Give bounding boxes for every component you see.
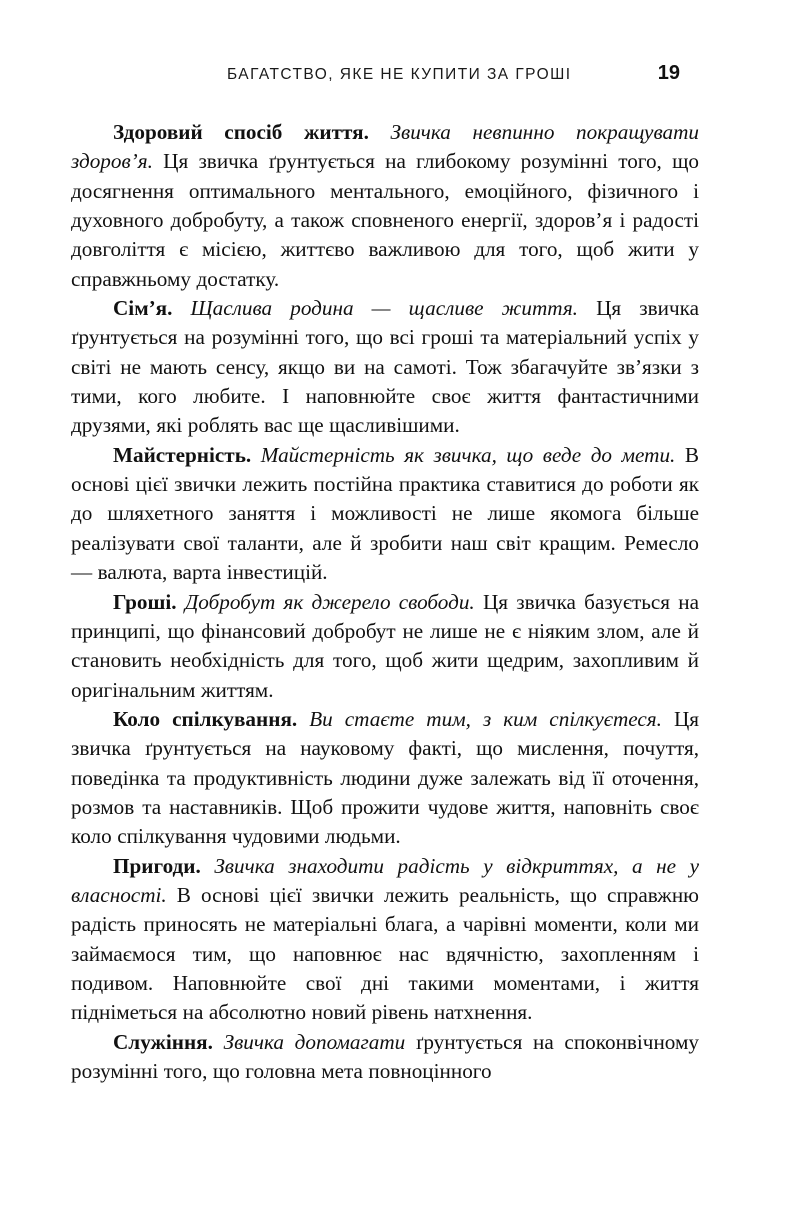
running-head-title: БАГАТСТВО, ЯКЕ НЕ КУПИТИ ЗА ГРОШІ [227, 66, 572, 83]
paragraph-lead-in: Гроші. [113, 589, 177, 614]
running-head [71, 62, 698, 88]
paragraph-subtitle: Щаслива родина — щасливе життя. [172, 296, 578, 321]
paragraph-lead-in: Майстерність. [113, 442, 252, 467]
paragraph-subtitle: Звичка невпинно покращувати здоров’я. [71, 120, 700, 174]
paragraph-subtitle: Звичка знаходити радість у відкриттях, а не у власності. [71, 853, 699, 907]
paragraph-craft [71, 441, 699, 588]
paragraph-body: В основі цієї звички лежить реальність, що справжню радість приносять не матеріальні блага, а чарівні моменти, коли ми займаємося тим, що наповнює нас вдячністю, захопленням і подивом. Наповнюйте свої дні такими моментами, і життя підніметься на абсолютно новий рівень натхнення. [71, 882, 699, 1025]
paragraph-body: Ця звичка ґрунтується на науковому факті, що мислення, почуття, поведінка та продуктивність людини дуже залежать від її оточення, розмов та наставників. Щоб прожити чудове життя, наповніть своє коло спілкування чудовими людьми. [71, 706, 700, 849]
paragraph-body: В основі цієї звички лежить постійна практика ставитися до роботи як до шляхетного заняття і можливості не лише якомога більше реалізувати свої таланти, але й зробити наш світ кращим. Ремесло — валюта, варта інвестицій. [71, 442, 699, 585]
body-text [71, 118, 699, 1086]
paragraph-body: Ця звичка ґрунтується на глибокому розумінні того, що досягнення оптимального ментального, емоційного, фізичного і духовного добробуту, а також сповненого енергії, здоров’я і радості довголіття є місією, життєво важливою для того, щоб жити у справжньому достатку. [71, 149, 699, 291]
paragraph-social-circle [71, 705, 699, 852]
paragraph-lead-in: Здоровий спосіб життя. [113, 120, 369, 144]
page-number: 19 [657, 62, 680, 84]
paragraph-lead-in: Пригоди. [113, 853, 201, 878]
paragraph-healthy-lifestyle [71, 118, 699, 294]
paragraph-subtitle: Ви стаєте тим, з ким спілкуєтеся. [297, 706, 662, 731]
paragraph-subtitle: Добробут як джерело свободи. [176, 589, 475, 614]
paragraph-lead-in: Коло спілкування. [113, 706, 298, 731]
paragraph-lead-in: Сім’я. [113, 296, 173, 321]
paragraph-adventure [71, 852, 699, 1028]
paragraph-body: Ця звичка ґрунтується на розумінні того, що всі гроші та матеріальний успіх у світі не мають сенсу, якщо ви на самоті. Тож збагачуйте зв’язки з тими, кого любите. І наповнюйте своє життя фантастичними друзями, які роблять вас ще щасливішими. [71, 296, 699, 438]
paragraph-lead-in: Служіння. [113, 1029, 213, 1054]
paragraph-service [71, 1028, 699, 1087]
paragraph-subtitle: Звичка допомагати [212, 1029, 406, 1054]
paragraph-money [71, 588, 699, 705]
paragraph-body: Ця звичка базується на принципі, що фінансовий добробут не лише не є ніяким злом, але й становить необхідність для того, щоб жити щедрим, захопливим й оригінальним життям. [71, 589, 699, 702]
paragraph-family [71, 294, 699, 441]
paragraph-subtitle: Майстерність як звичка, що веде до мети. [251, 442, 676, 467]
paragraph-body: ґрунтується на споконвічному розумінні того, що головна мета повноцінного [71, 1029, 699, 1083]
